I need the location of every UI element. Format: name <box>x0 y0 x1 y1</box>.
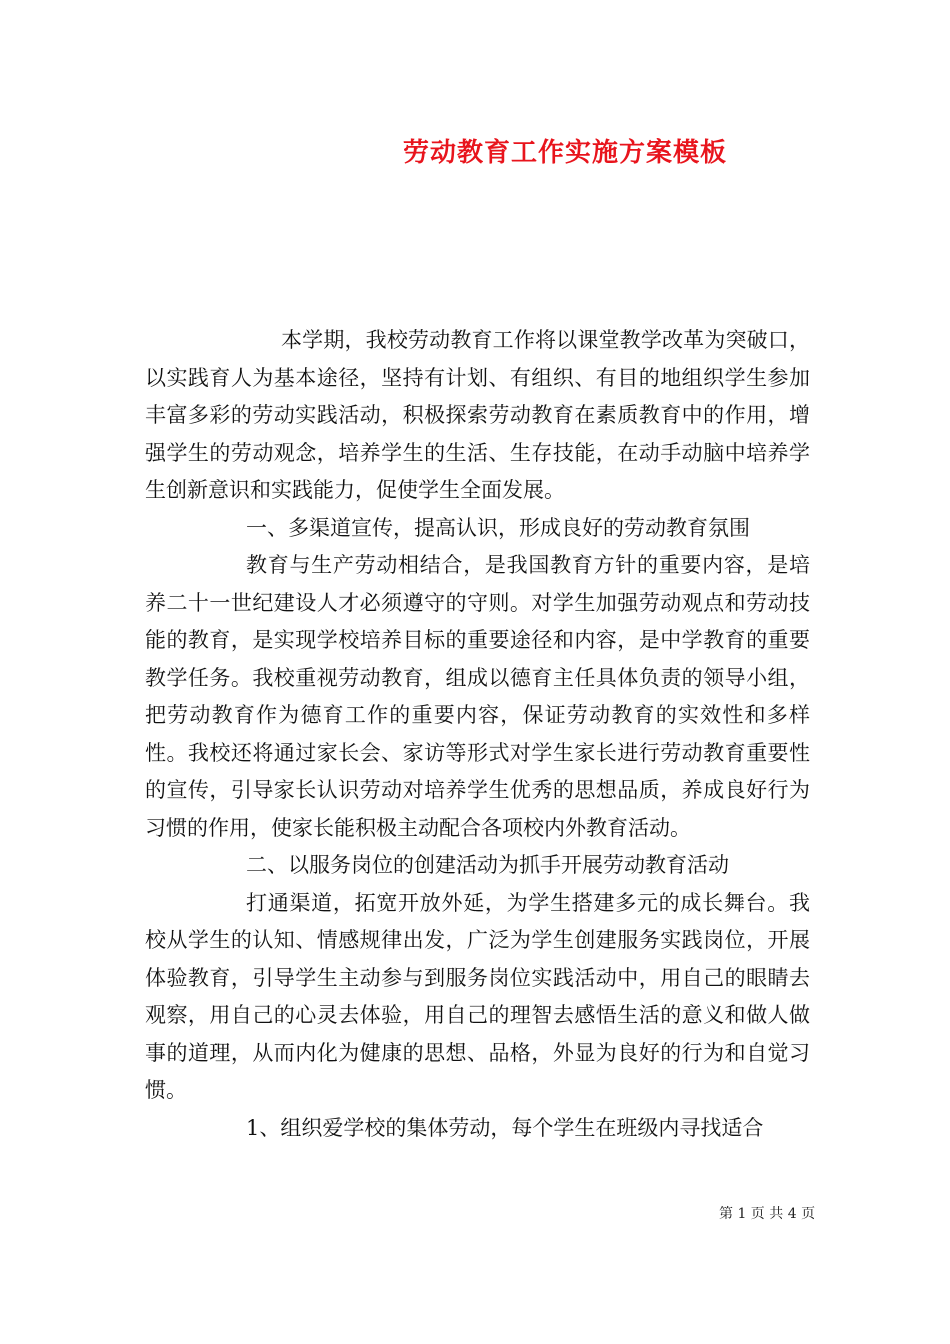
intro-paragraph: 本学期，我校劳动教育工作将以课堂教学改革为突破口，以实践育人为基本途径，坚持有计划、有组织、有目的地组织学生参加丰富多彩的劳动实践活动，积极探索劳动教育在素质教育中的作用，增强学生的劳动观念，培养学生的生活、生存技能，在动手动脑中培养学生创新意识和实践能力，促使学生全面发展。 <box>145 328 810 502</box>
section-heading-2: 二、以服务岗位的创建活动为抓手开展劳动教育活动 <box>246 853 729 877</box>
section-heading-1: 一、多渠道宣传，提高认识，形成良好的劳动教育氛围 <box>246 515 750 540</box>
section-paragraph-2: 打通渠道，拓宽开放外延，为学生搭建多元的成长舞台。我校从学生的认知、情感规律出发，广泛为学生创建服务实践岗位，开展体验教育，引导学生主动参与到服务岗位实践活动中，用自己的眼睛去观察，用自己的心灵去体验，用自己的理智去感悟生活的意义和做人做事的道理，从而内化为健康的思想、品格，外显为良好的行为和自觉习惯。 <box>145 890 810 1102</box>
section-paragraph-1: 教育与生产劳动相结合，是我国教育方针的重要内容，是培养二十一世纪建设人才必须遵守的守则。对学生加强劳动观点和劳动技能的教育，是实现学校培养目标的重要途径和内容，是中学教育的重要教学任务。我校重视劳动教育，组成以德育主任具体负责的领导小组，把劳动教育作为德育工作的重要内容，保证劳动教育的实效性和多样性。我校还将通过家长会、家访等形式对学生家长进行劳动教育重要性的宣传，引导家长认识劳动对培养学生优秀的思想品质，养成良好行为习惯的作用，使家长能积极主动配合各项校内外教育活动。 <box>145 553 810 840</box>
page-number-footer: 第 1 页 共 4 页 <box>719 1206 816 1222</box>
list-item-1: 1、组织爱学校的集体劳动，每个学生在班级内寻找适合 <box>246 1115 764 1140</box>
document-body <box>145 322 810 1147</box>
document-title: 劳动教育工作实施方案模板 <box>402 138 727 168</box>
